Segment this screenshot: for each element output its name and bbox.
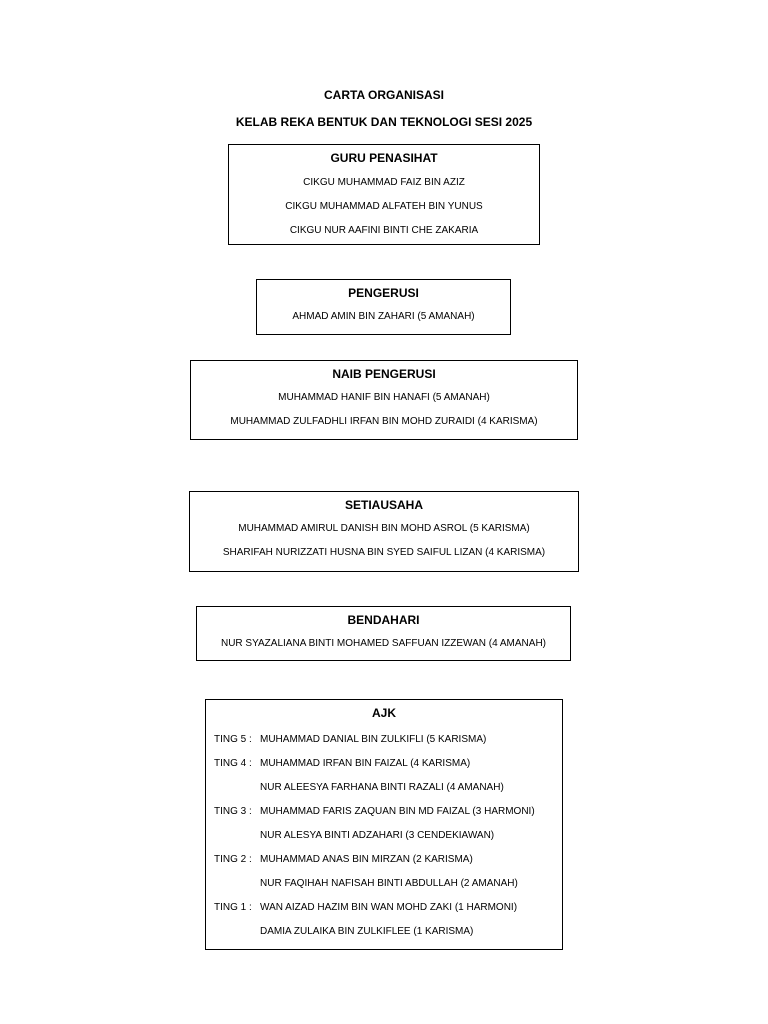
ajk-level: TING 1 : <box>214 902 252 913</box>
guru-penasihat-member: CIKGU MUHAMMAD FAIZ BIN AZIZ <box>303 177 465 188</box>
ajk-box <box>205 699 563 950</box>
setiausaha-member: MUHAMMAD AMIRUL DANISH BIN MOHD ASROL (5 KARISMA) <box>238 523 530 534</box>
ajk-level: TING 4 : <box>214 758 252 769</box>
guru-penasihat-member: CIKGU MUHAMMAD ALFATEH BIN YUNUS <box>285 201 483 212</box>
ajk-name: WAN AIZAD HAZIM BIN WAN MOHD ZAKI (1 HARMONI) <box>260 902 518 913</box>
naib-pengerusi-member: MUHAMMAD HANIF BIN HANAFI (5 AMANAH) <box>278 392 490 403</box>
bendahari-heading: BENDAHARI <box>347 613 420 627</box>
ajk-level: TING 3 : <box>214 806 252 817</box>
guru-penasihat-member: CIKGU NUR AAFINI BINTI CHE ZAKARIA <box>289 225 479 236</box>
ajk-level: TING 2 : <box>214 854 252 865</box>
pengerusi-member: AHMAD AMIN BIN ZAHARI (5 AMANAH) <box>292 311 475 322</box>
naib-pengerusi-box <box>190 360 578 440</box>
naib-pengerusi-member: MUHAMMAD ZULFADHLI IRFAN BIN MOHD ZURAIDI (4 KARISMA) <box>230 416 538 427</box>
pengerusi-heading: PENGERUSI <box>348 286 419 300</box>
ajk-row <box>206 758 562 770</box>
ajk-name: DAMIA ZULAIKA BIN ZULKIFLEE (1 KARISMA) <box>260 926 474 937</box>
setiausaha-heading: SETIAUSAHA <box>344 498 423 512</box>
bendahari-member: NUR SYAZALIANA BINTI MOHAMED SAFFUAN IZZEWAN (4 AMANAH) <box>220 638 547 649</box>
ajk-name: MUHAMMAD FARIS ZAQUAN BIN MD FAIZAL (3 HARMONI) <box>260 806 535 817</box>
guru-penasihat-heading: GURU PENASIHAT <box>330 151 438 165</box>
setiausaha-box <box>189 491 579 572</box>
ajk-row <box>206 806 562 818</box>
document-subtitle: KELAB REKA BENTUK DAN TEKNOLOGI SESI 2025 <box>235 115 533 129</box>
document-title: CARTA ORGANISASI <box>324 88 444 102</box>
ajk-row <box>206 782 562 794</box>
ajk-row <box>206 926 562 938</box>
pengerusi-box <box>256 279 511 335</box>
ajk-level: TING 5 : <box>214 734 252 745</box>
ajk-name: NUR ALESYA BINTI ADZAHARI (3 CENDEKIAWAN) <box>260 830 495 841</box>
ajk-row <box>206 854 562 866</box>
bendahari-box <box>196 606 571 661</box>
ajk-name: NUR FAQIHAH NAFISAH BINTI ABDULLAH (2 AMANAH) <box>260 878 518 889</box>
ajk-row <box>206 830 562 842</box>
ajk-name: NUR ALEESYA FARHANA BINTI RAZALI (4 AMANAH) <box>260 782 504 793</box>
naib-pengerusi-heading: NAIB PENGERUSI <box>332 367 436 381</box>
ajk-name: MUHAMMAD DANIAL BIN ZULKIFLI (5 KARISMA) <box>260 734 487 745</box>
ajk-name: MUHAMMAD IRFAN BIN FAIZAL (4 KARISMA) <box>260 758 471 769</box>
ajk-row <box>206 878 562 890</box>
guru-penasihat-box <box>228 144 540 245</box>
ajk-name: MUHAMMAD ANAS BIN MIRZAN (2 KARISMA) <box>260 854 473 865</box>
setiausaha-member: SHARIFAH NURIZZATI HUSNA BIN SYED SAIFUL LIZAN (4 KARISMA) <box>222 547 546 558</box>
ajk-heading: AJK <box>371 706 396 720</box>
ajk-row <box>206 902 562 914</box>
ajk-row <box>206 734 562 746</box>
